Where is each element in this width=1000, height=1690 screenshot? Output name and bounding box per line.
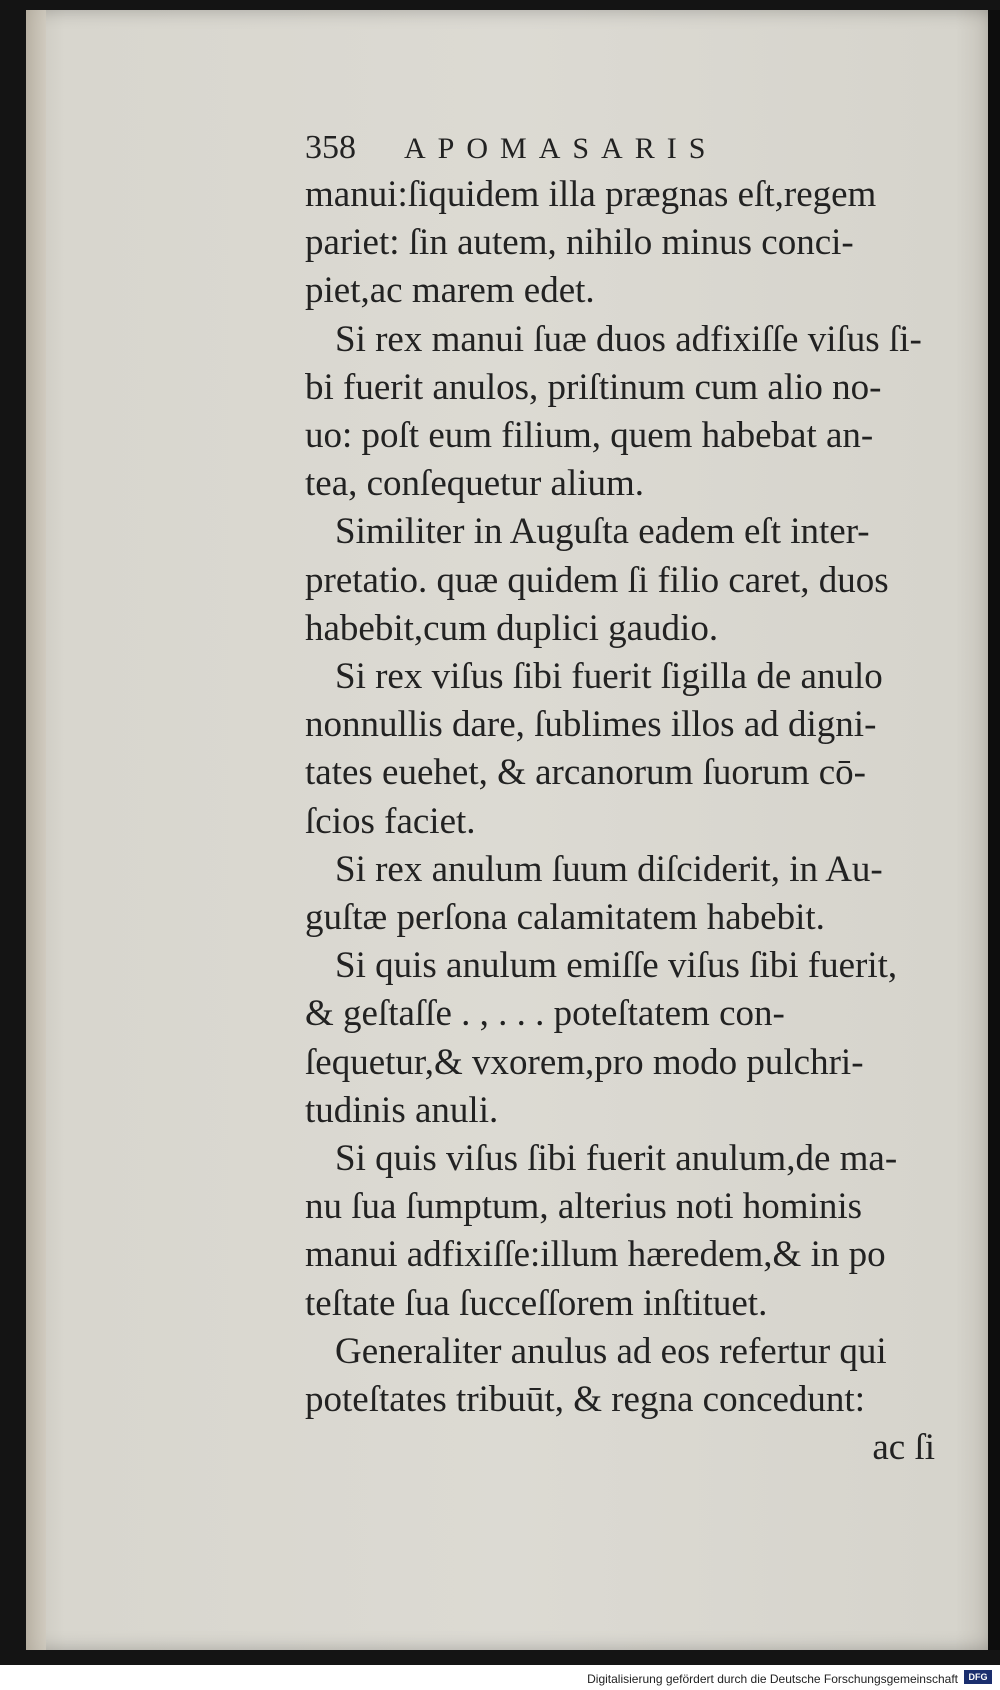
text-line: tates euehet, & arcanorum ſuorum cō- [305, 752, 866, 794]
text-line: guſtæ perſona calamitatem habebit. [305, 897, 825, 939]
text-line: manui adfixiſſe:illum hæredem,& in po [305, 1234, 886, 1276]
text-line: pariet: ſin autem, nihilo minus conci- [305, 222, 854, 264]
text-line: manui:ſiquidem illa prægnas eſt,regem [305, 174, 877, 215]
text-line: tudinis anuli. [305, 1089, 499, 1131]
text-line: Si quis anulum emiſſe viſus ſibi fuerit, [335, 945, 898, 987]
text-line: pretatio. quæ quidem ſi filio caret, duos [305, 559, 889, 601]
page-header [305, 126, 955, 171]
text-line: Si rex manui ſuæ duos adfixiſſe viſus ſi- [335, 318, 922, 360]
page-right-shadow [988, 10, 1000, 1650]
text-line: ſequetur,& vxorem,pro modo pulchri- [305, 1041, 864, 1083]
running-head: APOMASARIS [404, 132, 718, 165]
text-line: piet,ac marem edet. [305, 270, 595, 312]
text-line: Generaliter anulus ad eos refertur qui [335, 1330, 887, 1372]
text-line: ſcios faciet. [305, 800, 476, 842]
text-lines [305, 171, 955, 1424]
text-line: Similiter in Auguſta eadem eſt inter- [335, 511, 870, 553]
text-line: & geſtaſſe . , . . . poteſtatem con- [305, 993, 785, 1035]
text-line: tea, conſequetur alium. [305, 463, 645, 505]
text-line: teſtate ſua ſucceſſorem inſtituet. [305, 1282, 768, 1324]
page-left-edge [26, 10, 46, 1650]
footer-credit: Digitalisierung gefördert durch die Deutsche Forschungsgemeinschaft [587, 1672, 958, 1686]
text-line: uo: poſt eum filium, quem habebat an- [305, 415, 874, 457]
text-line: poteſtates tribuūt, & regna concedunt: [305, 1379, 865, 1421]
catchword: ac ſi [872, 1427, 935, 1469]
page-text-block [305, 126, 955, 1472]
text-line: habebit,cum duplici gaudio. [305, 607, 719, 649]
text-line: Si rex anulum ſuum diſciderit, in Au- [335, 848, 883, 890]
text-line: nonnullis dare, ſublimes illos ad digni- [305, 704, 877, 746]
page-number: 358 [305, 129, 356, 166]
text-line: Si quis viſus ſibi fuerit anulum,de ma- [335, 1138, 898, 1180]
text-line: bi fuerit anulos, priſtinum cum alio no- [305, 366, 882, 408]
dfg-logo: DFG [964, 1670, 992, 1684]
text-line: Si rex viſus ſibi fuerit ſigilla de anulo [335, 656, 883, 698]
text-line: nu ſua ſumptum, alterius noti hominis [305, 1186, 863, 1228]
